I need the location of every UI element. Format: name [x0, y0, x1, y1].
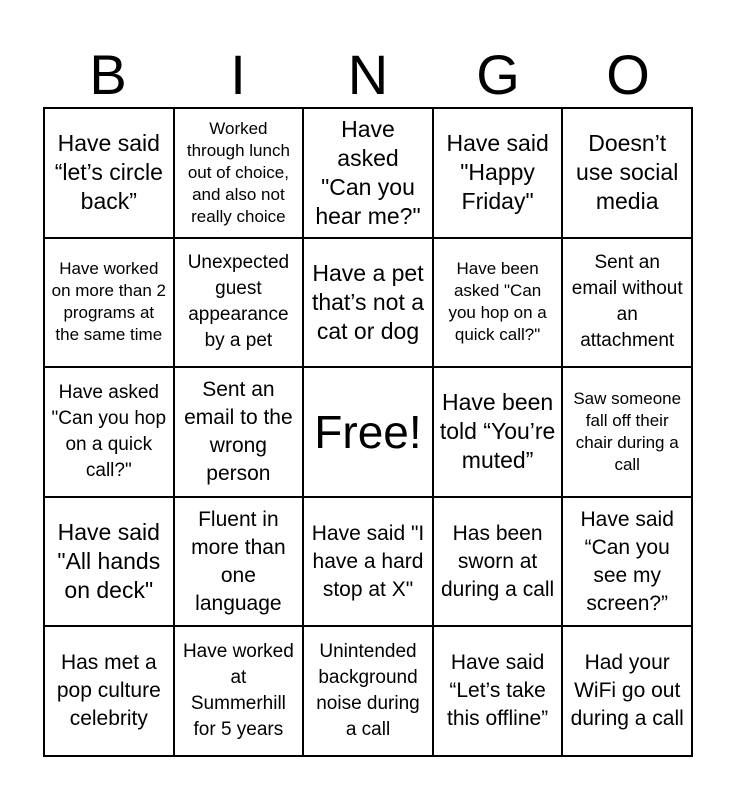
bingo-cell[interactable]: Fluent in more than one language — [174, 497, 304, 627]
bingo-cell[interactable]: Unexpected guest appearance by a pet — [174, 238, 304, 368]
bingo-cell[interactable]: Have been told “You’re muted” — [433, 367, 563, 497]
header-letter-o: O — [606, 43, 650, 106]
bingo-cell[interactable]: Saw someone fall off their chair during a call — [562, 367, 692, 497]
bingo-cell[interactable]: Have said "All hands on deck" — [44, 497, 174, 627]
bingo-card — [43, 107, 693, 757]
bingo-cell[interactable]: Doesn’t use social media — [562, 108, 692, 238]
bingo-cell[interactable]: Have asked "Can you hop on a quick call?" — [44, 367, 174, 497]
header-letter-n: N — [347, 43, 389, 106]
bingo-cell[interactable]: Have said “Can you see my screen?” — [562, 497, 692, 627]
bingo-cell[interactable]: Has been sworn at during a call — [433, 497, 563, 627]
bingo-cell[interactable]: Have said “Let’s take this offline” — [433, 626, 563, 756]
bingo-cell[interactable]: Have worked on more than 2 programs at the same time — [44, 238, 174, 368]
bingo-cell[interactable]: Have worked at Summerhill for 5 years — [174, 626, 304, 756]
bingo-cell[interactable]: Has met a pop culture celebrity — [44, 626, 174, 756]
header-letter-g: G — [476, 43, 520, 106]
bingo-cell[interactable]: Have said “let’s circle back” — [44, 108, 174, 238]
header-letter-b: B — [89, 43, 127, 106]
bingo-cell[interactable]: Worked through lunch out of choice, and also not really choice — [174, 108, 304, 238]
bingo-cell[interactable]: Have been asked "Can you hop on a quick call?" — [433, 238, 563, 368]
free-space-cell[interactable]: Free! — [303, 367, 433, 497]
bingo-cell[interactable]: Have said "Happy Friday" — [433, 108, 563, 238]
bingo-header — [43, 44, 693, 106]
bingo-cell[interactable]: Sent an email to the wrong person — [174, 367, 304, 497]
bingo-cell[interactable]: Unintended background noise during a call — [303, 626, 433, 756]
bingo-cell[interactable]: Have asked "Can you hear me?" — [303, 108, 433, 238]
bingo-cell[interactable]: Have a pet that’s not a cat or dog — [303, 238, 433, 368]
bingo-cell[interactable]: Have said "I have a hard stop at X" — [303, 497, 433, 627]
bingo-cell[interactable]: Had your WiFi go out during a call — [562, 626, 692, 756]
bingo-cell[interactable]: Sent an email without an attachment — [562, 238, 692, 368]
header-letter-i: I — [230, 43, 246, 106]
